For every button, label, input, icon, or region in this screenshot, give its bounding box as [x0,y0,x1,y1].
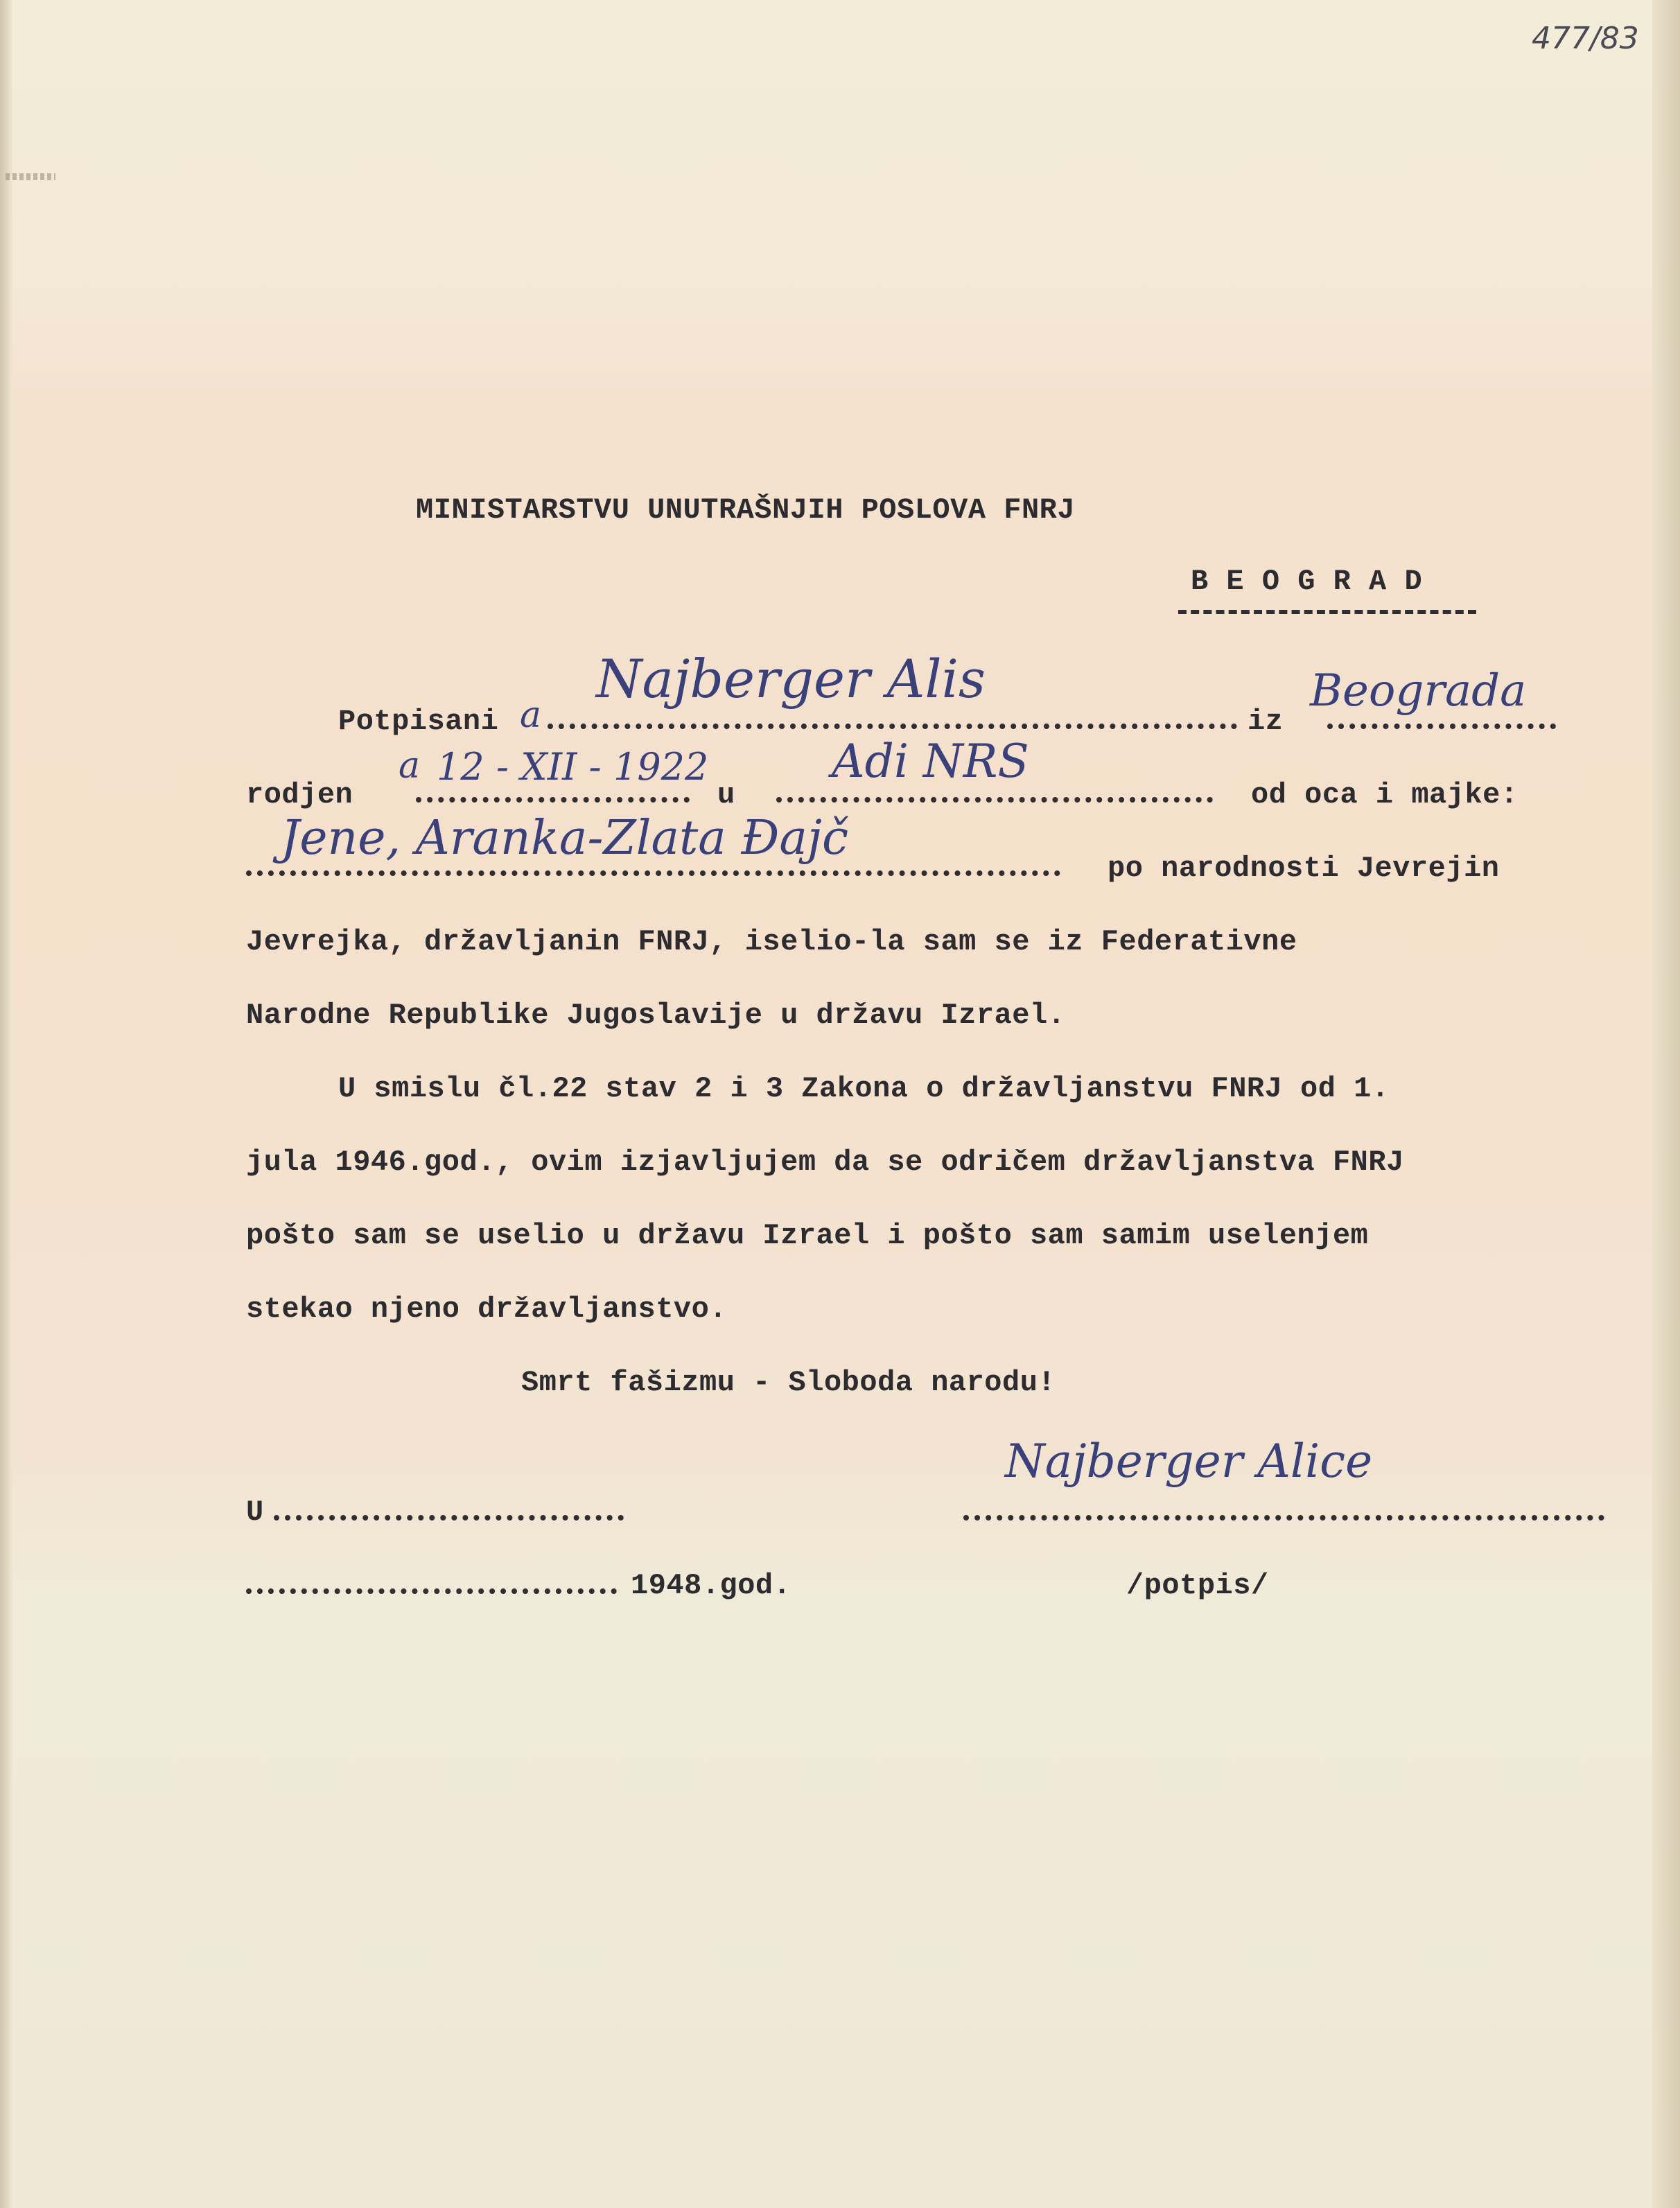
place-label: U [246,1496,264,1529]
city-heading: B E O G R A D [1191,565,1423,598]
slogan: Smrt fašizmu - Sloboda narodu! [521,1366,1056,1399]
page-edge-right [1652,0,1680,2208]
birth-place-dotted-line [776,797,1213,803]
birth-date-dotted-line [416,797,690,803]
gender-suffix-1: a [520,694,542,736]
gender-suffix-2: a [399,745,421,787]
parents-dotted-line [246,870,1060,876]
year-label: 1948.god. [631,1569,791,1602]
declaration-line-5: Narodne Republike Jugoslavije u državu Izrael. [246,999,1066,1032]
birth-date-handwritten: 12 - XII - 1922 [437,745,709,789]
date-dotted-line [246,1588,617,1594]
birth-place-handwritten: Adi NRS [832,735,1029,788]
signed-label: Potpisani [338,705,499,738]
renunciation-line-1: U smislu čl.22 stav 2 i 3 Zakona o državljanstvu FNRJ od 1. [338,1072,1390,1105]
born-label: rodjen [246,778,353,812]
page-edge-left [0,0,12,2208]
parents-handwritten: Jene, Aranka-Zlata Đajč [281,811,849,866]
from-label: iz [1248,705,1284,738]
from-place-handwritten: Beograda [1310,665,1527,717]
signature-dotted-line [963,1515,1604,1521]
from-dotted-line [1327,724,1556,729]
signature-handwritten: Najberger Alice [1005,1435,1373,1488]
nationality-label: po narodnosti Jevrejin [1108,852,1500,885]
staple-mark [6,173,55,180]
in-label: u [717,778,735,812]
city-underline [1178,610,1476,614]
place-dotted-line [274,1515,624,1521]
renunciation-line-2: jula 1946.god., ovim izjavljujem da se odričem državljanstva FNRJ [246,1146,1404,1179]
addressee: MINISTARSTVU UNUTRAŠNJIH POSLOVA FNRJ [416,493,1076,527]
declaration-line-4: Jevrejka, državljanin FNRJ, iselio-la sam se iz Federativne [246,925,1297,958]
archive-reference: 477/83 [1532,21,1639,56]
name-handwritten: Najberger Alis [596,648,986,710]
parents-label: od oca i majke: [1251,778,1519,812]
signature-label: /potpis/ [1126,1569,1269,1602]
renunciation-line-4: stekao njeno državljanstvo. [246,1293,728,1326]
renunciation-line-3: pošto sam se uselio u državu Izrael i pošto sam samim uselenjem [246,1219,1369,1252]
name-dotted-line [548,724,1237,729]
